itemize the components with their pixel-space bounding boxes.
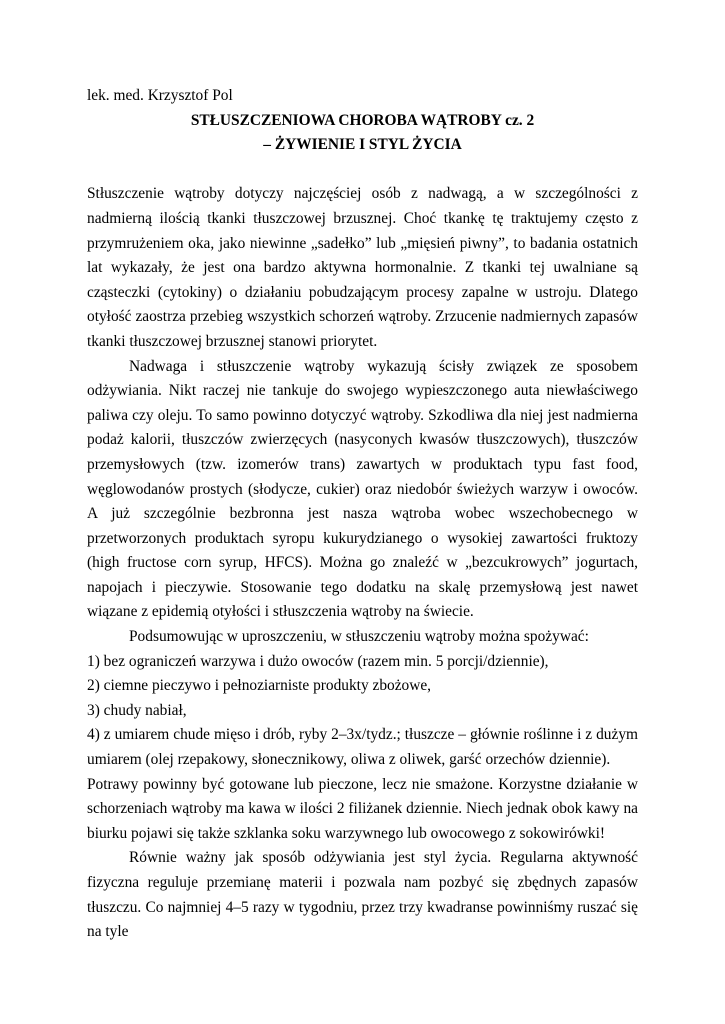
- document-title: STŁUSZCZENIOWA CHOROBA WĄTROBY cz. 2: [190, 111, 535, 129]
- paragraph-cooking: Potrawy powinny być gotowane lub pieczone, lecz nie smażone. Korzystne działanie w schorzeniach wątroby ma kawa w ilości 2 filiżanek dziennie. Niech jednak obok kawy na biurku pojawi się także szklanka soku warzywnego lub owocowego z sokowirówki!: [87, 775, 638, 842]
- document-subtitle: – ŻYWIENIE I STYL ŻYCIA: [263, 136, 462, 154]
- paragraph-nutrition: Nadwaga i stłuszczenie wątroby wykazują ścisły związek ze sposobem odżywiania. Nikt raczej nie tankuje do swojego wypieszczonego auta niewłaściwego paliwa czy oleju. To samo powinno dotyczyć wątroby. Szkodliwa dla niej jest nadmierna podaż kalorii, tłuszczów zwierzęcych (nasyconych kwasów tłuszczowych), tłuszczów przemysłowych (tzw. izomerów trans) zawartych w produktach typu fast food, węglowodanów prostych (słodycze, cukier) oraz niedobór świeżych warzyw i owoców. A już szczególnie bezbronna jest nasza wątroba wobec wszechobecnego w przetworzonych produktach syropu kukurydzianego o wysokiej zawartości fruktozy (high fructose corn syrup, HFCS). Można go znaleźć w „bezcukrowych” jogurtach, napojach i pieczywie. Stosowanie tego dodatku na skalę przemysłową jest nawet wiązane z epidemią otyłości i stłuszczenia wątroby na świecie.: [87, 357, 638, 621]
- list-item: 3) chudy nabiał,: [87, 701, 187, 719]
- list-item: 2) ciemne pieczywo i pełnoziarniste produkty zbożowe,: [87, 677, 432, 695]
- paragraph-lifestyle: Równie ważny jak sposób odżywiania jest styl życia. Regularna aktywność fizyczna reguluje przemianę materii i pozwala nam pozbyć się zbędnych zapasów tłuszczu. Co najmniej 4–5 razy w tygodniu, przez trzy kwadranse powinniśmy ruszać się na tyle: [87, 849, 638, 941]
- paragraph-summary-lead: Podsumowując w uproszczeniu, w stłuszczeniu wątroby można spożywać:: [129, 628, 589, 646]
- list-item: 1) bez ograniczeń warzywa i dużo owoców (razem min. 5 porcji/dziennie),: [87, 652, 549, 670]
- author-line: lek. med. Krzysztof Pol: [87, 87, 233, 104]
- blank-line: [87, 158, 638, 183]
- document-body: [87, 84, 638, 945]
- paragraph-intro: Stłuszczenie wątroby dotyczy najczęściej osób z nadwagą, a w szczególności z nadmierną ilością tkanki tłuszczowej brzusznej. Choć tkankę tę traktujemy często z przymrużeniem oka, jako niewinne „sadełko” lub „mięsień piwny”, to badania ostatnich lat wykazały, że jest ona bardzo aktywna hormonalnie. Z tkanki tej uwalniane są cząsteczki (cytokiny) o działaniu pobudzającym procesy zapalne w ustroju. Dlatego otyłość zaostrza przebieg wszystkich schorzeń wątroby. Zrzucenie nadmiernych zapasów tkanki tłuszczowej brzusznej stanowi priorytet.: [87, 185, 638, 350]
- list-item: 4) z umiarem chude mięso i drób, ryby 2–3x/tydz.; tłuszcze – głównie roślinne i z dużym umiarem (olej rzepakowy, słonecznikowy, oliwa z oliwek, garść orzechów dziennie).: [87, 726, 638, 769]
